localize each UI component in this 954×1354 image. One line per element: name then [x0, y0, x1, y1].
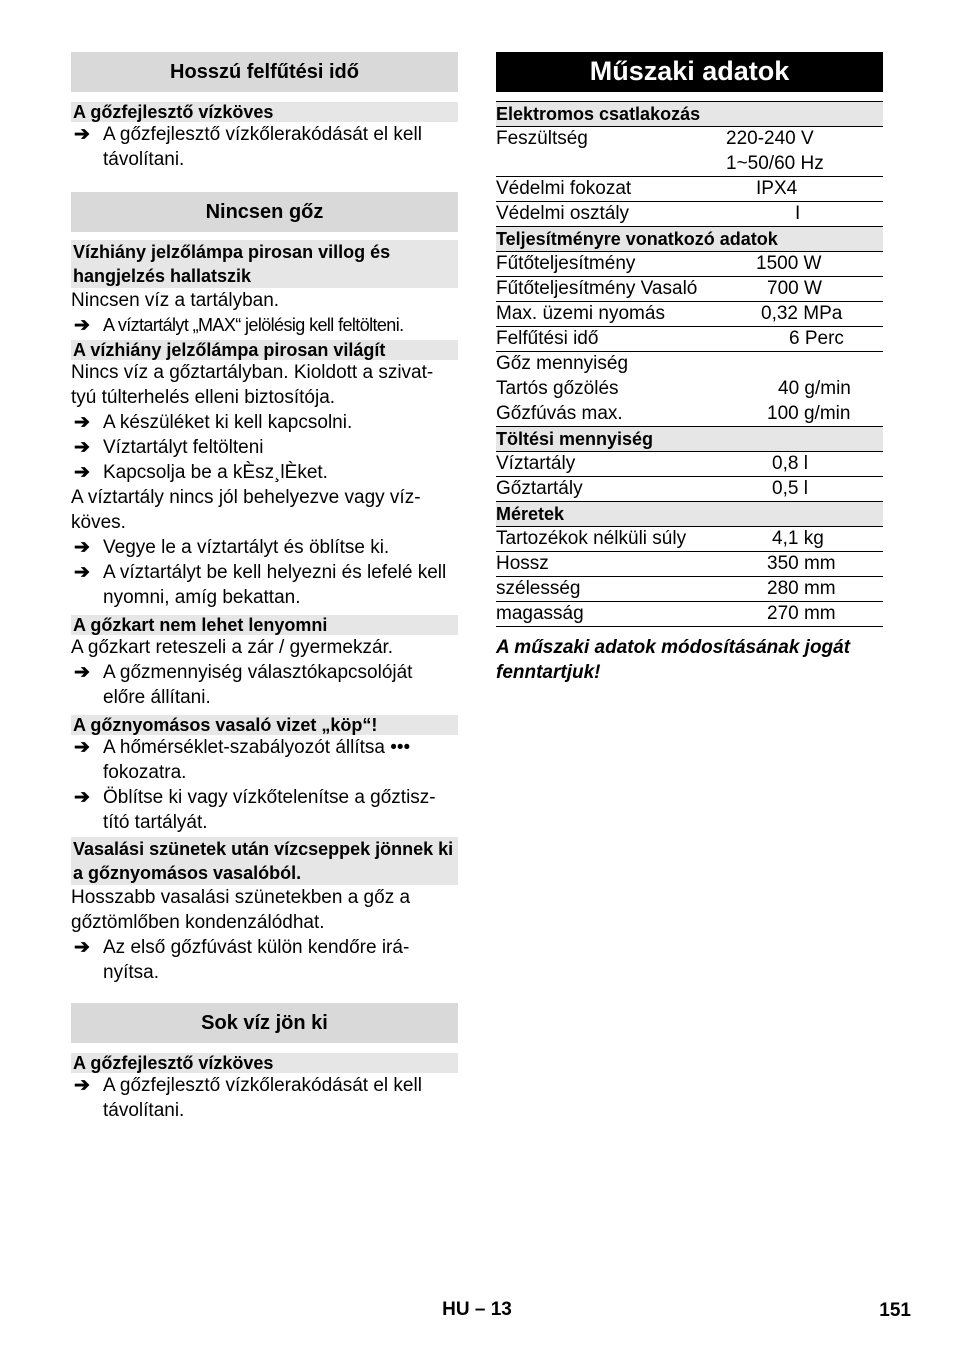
spec-row: magasság 270 mm [496, 602, 883, 627]
arrow-icon: ➔ [74, 412, 90, 433]
disclaimer-note: A műszaki adatok módosításának jogát fenntartjuk! [496, 637, 851, 683]
arrow-icon: ➔ [74, 937, 90, 958]
right-column [496, 52, 883, 685]
spec-group-header: Teljesítményre vonatkozó adatok [496, 227, 883, 252]
instruction-item: ➔ Öblítse ki vagy vízkőtelenítse a gőztisz-tító tartályát. [74, 787, 436, 833]
technical-data-title: Műszaki adatok [496, 52, 883, 92]
instruction-item: ➔ Vegye le a víztartályt és öblítse ki. [74, 537, 390, 558]
spec-row: Víztartály 0,8 l [496, 452, 883, 477]
instruction-item: ➔ Az első gőzfúvást külön kendőre irá-nyítsa. [74, 937, 410, 983]
arrow-icon: ➔ [74, 462, 90, 483]
spec-row: Hossz 350 mm [496, 552, 883, 577]
subheading-water-lamp-lit: A vízhiány jelzőlámpa pirosan világít [71, 340, 458, 360]
paragraph: A víztartály nincs jól behelyezve vagy víz-köves. [71, 487, 421, 533]
instruction-item: ➔ A gőzfejlesztő vízkőlerakódását el kell távolítani. [74, 124, 422, 170]
section-title-no-steam: Nincsen gőz [71, 192, 458, 232]
spec-row: Fűtőteljesítmény 1500 W [496, 252, 883, 277]
spec-row: Tartós gőzölés 40 g/min [496, 377, 851, 399]
paragraph: A gőzkart reteszeli a zár / gyermekzár. [71, 637, 394, 658]
spec-row: Gőztartály 0,5 l [496, 477, 883, 502]
arrow-icon: ➔ [74, 787, 90, 808]
spec-row: Tartozékok nélküli súly 4,1 kg [496, 527, 883, 552]
instruction-item: ➔ A gőzmennyiség választókapcsolóját előre állítani. [74, 662, 413, 708]
spec-row: Védelmi fokozat IPX4 [496, 177, 883, 202]
spec-row: szélesség 280 mm [496, 577, 883, 602]
instruction-item: ➔ A gőzfejlesztő vízkőlerakódását el kell távolítani. [74, 1075, 422, 1121]
subheading-water-drops: Vasalási szünetek után vízcseppek jönnek ki a gőznyomásos vasalóból. [71, 837, 458, 885]
section-title-much-water: Sok víz jön ki [71, 1003, 458, 1043]
spec-group-header: Töltési mennyiség [496, 427, 883, 452]
spec-row: Felfűtési idő 6 Perc [496, 327, 883, 352]
subheading-iron-spits: A gőznyomásos vasaló vizet „köp“! [71, 715, 458, 735]
arrow-icon: ➔ [74, 1075, 90, 1096]
arrow-icon: ➔ [74, 437, 90, 458]
left-column [71, 52, 458, 1123]
paragraph: Hosszabb vasalási szünetekben a gőz a gőztömlőben kondenzálódhat. [71, 887, 411, 933]
arrow-icon: ➔ [74, 662, 90, 683]
instruction-item: ➔ A víztartályt „MAX“ jelölésig kell feltölteni. [74, 315, 404, 336]
section-title-long-heating: Hosszú felfűtési idő [71, 52, 458, 92]
arrow-icon: ➔ [74, 537, 90, 558]
subheading-water-lamp-blinking: Vízhiány jelzőlámpa pirosan villog és hangjelzés hallatszik [71, 240, 458, 288]
spec-row: Feszültség 220-240 V [496, 128, 814, 149]
spec-row: Gőzfúvás max. 100 g/min [496, 402, 883, 427]
footer-section-label: HU – 13 [442, 1299, 512, 1320]
page-number: 151 [879, 1300, 911, 1321]
spec-table [496, 101, 883, 627]
subheading-steam-generator-scaled: A gőzfejlesztő vízköves [71, 1053, 458, 1073]
arrow-icon: ➔ [74, 737, 90, 758]
spec-row: Védelmi osztály I [496, 202, 883, 227]
instruction-item: ➔ A készüléket ki kell kapcsolni. [74, 412, 353, 433]
spec-group-header: Elektromos csatlakozás [496, 102, 883, 127]
spec-row: Fűtőteljesítmény Vasaló 700 W [496, 277, 883, 302]
subheading-steam-lever: A gőzkart nem lehet lenyomni [71, 615, 458, 635]
spec-row: Gőz mennyiség [496, 353, 629, 374]
instruction-item: ➔ A hőmérséklet-szabályozót állítsa ••• fokozatra. [74, 737, 411, 783]
paragraph: Nincs víz a gőztartályban. Kioldott a szivat-tyú túlterhelés elleni biztosítója. [71, 362, 434, 408]
instruction-item: ➔ A víztartályt be kell helyezni és lefelé kell nyomni, amíg bekattan. [74, 562, 447, 608]
spec-row: 1~50/60 Hz [496, 152, 883, 177]
instruction-item: ➔ Kapcsolja be a kÈsz¸lÈket. [74, 462, 328, 483]
arrow-icon: ➔ [74, 315, 90, 336]
arrow-icon: ➔ [74, 562, 90, 583]
arrow-icon: ➔ [74, 124, 90, 145]
spec-row: Max. üzemi nyomás 0,32 MPa [496, 302, 883, 327]
paragraph: Nincsen víz a tartályban. [71, 290, 280, 311]
instruction-item: ➔ Víztartályt feltölteni [74, 437, 264, 458]
subheading-steam-generator-scaled: A gőzfejlesztő vízköves [71, 102, 458, 122]
spec-group-header: Méretek [496, 502, 883, 527]
